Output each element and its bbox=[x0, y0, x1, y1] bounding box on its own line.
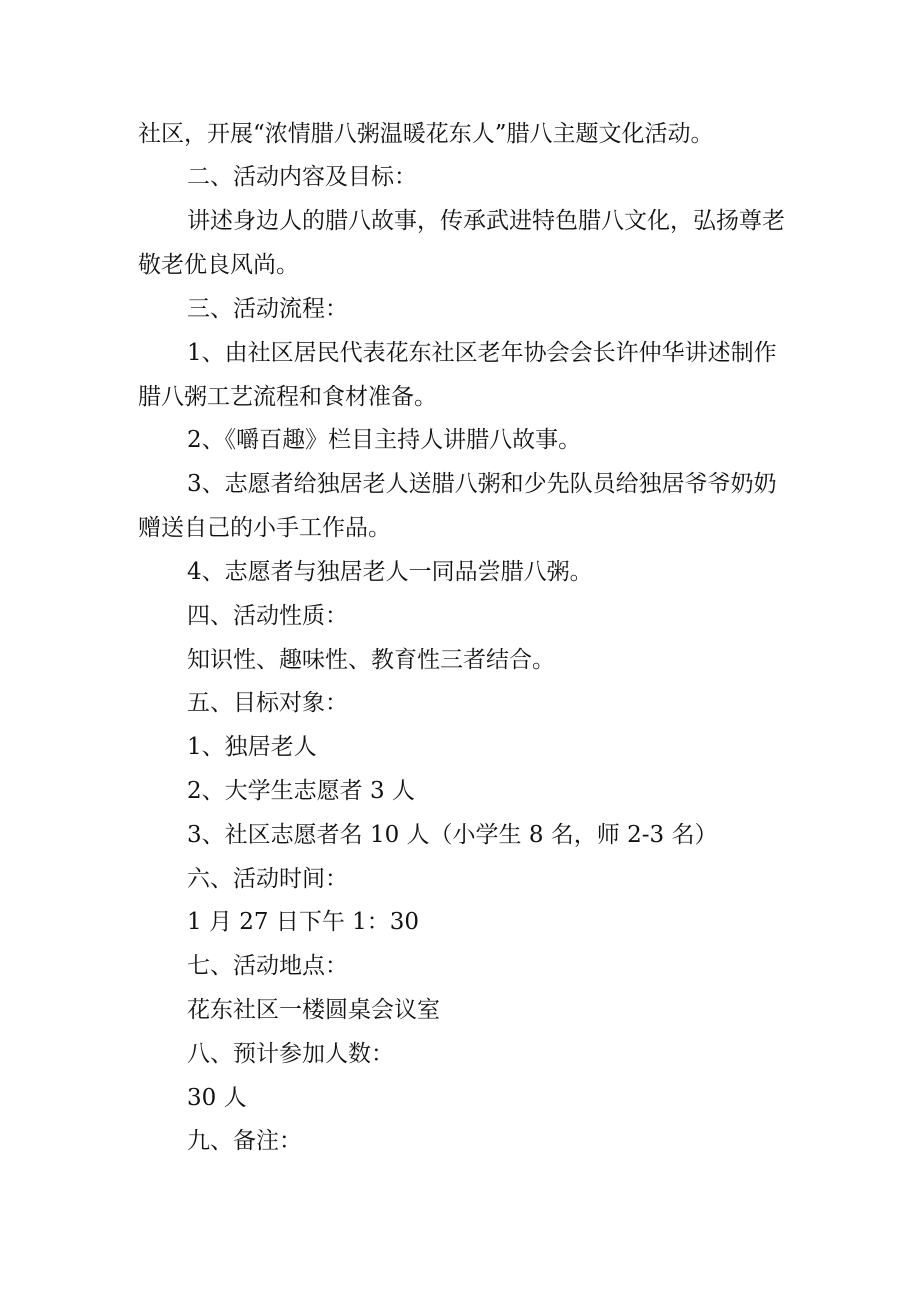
section-heading-attendance: 八、预计参加人数： bbox=[187, 1041, 394, 1067]
paragraph-line: 花东社区一楼圆桌会议室 bbox=[187, 997, 440, 1023]
section-heading-process: 三、活动流程： bbox=[187, 296, 348, 322]
paragraph-line: 知识性、趣味性、教育性三者结合。 bbox=[187, 647, 555, 673]
list-item: 2、《嚼百趣》栏目主持人讲腊八故事。 bbox=[187, 427, 582, 453]
list-item: 4、志愿者与独居老人一同品尝腊八粥。 bbox=[187, 559, 593, 585]
section-heading-notes: 九、备注： bbox=[187, 1128, 302, 1154]
paragraph-line: 1 月 27 日下午 1：30 bbox=[187, 909, 420, 935]
list-item: 1、独居老人 bbox=[187, 734, 317, 760]
paragraph-line: 讲述身边人的腊八故事，传承武进特色腊八文化，弘扬尊老 bbox=[187, 208, 785, 234]
list-item: 2、大学生志愿者 3 人 bbox=[187, 778, 415, 804]
list-item-continuation: 腊八粥工艺流程和食材准备。 bbox=[138, 384, 437, 410]
list-item: 3、志愿者给独居老人送腊八粥和少先队员给独居爷爷奶奶 bbox=[187, 471, 777, 497]
paragraph-line: 敬老优良风尚。 bbox=[138, 252, 299, 278]
list-item-continuation: 赠送自己的小手工作品。 bbox=[138, 515, 391, 541]
section-heading-nature: 四、活动性质： bbox=[187, 603, 348, 629]
list-item: 3、社区志愿者名 10 人（小学生 8 名，师 2-3 名） bbox=[187, 822, 718, 848]
section-heading-location: 七、活动地点： bbox=[187, 953, 348, 979]
text-line-continuation: 社区，开展“浓情腊八粥温暖花东人”腊八主题文化活动。 bbox=[138, 121, 714, 147]
section-heading-time: 六、活动时间： bbox=[187, 866, 348, 892]
section-heading-target: 五、目标对象： bbox=[187, 690, 348, 716]
section-heading-content-goals: 二、活动内容及目标： bbox=[187, 164, 417, 190]
paragraph-line: 30 人 bbox=[187, 1085, 247, 1111]
list-item: 1、由社区居民代表花东社区老年协会会长许仲华讲述制作 bbox=[187, 340, 777, 366]
